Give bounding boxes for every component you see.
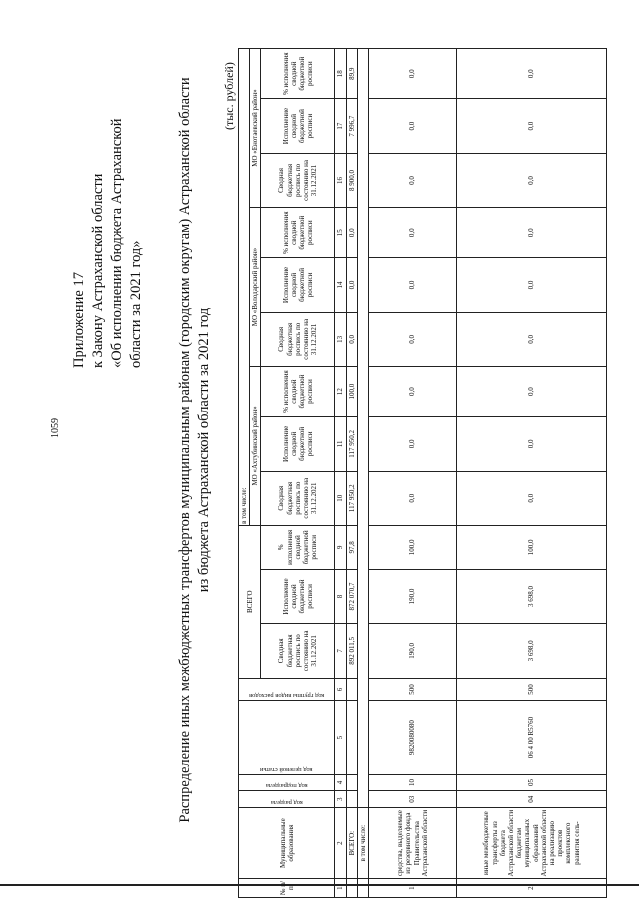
title-line-2: из бюджета Астраханской области за 2021 год (196, 307, 212, 593)
col-number: 10 (335, 471, 346, 525)
row-name: средства, выделяемые из резервного фонда Правительства Астраханской области (369, 808, 457, 879)
page-number: 1059 (50, 418, 61, 438)
row-cell: 0,0 (369, 258, 457, 312)
row-cell: 0,0 (369, 208, 457, 258)
header-mo1-pct: % исполнения сводной бюджетной росписи (261, 367, 335, 417)
total-cell: 0,0 (346, 208, 357, 258)
header-vid: код группы видов расходов (239, 678, 335, 701)
header-total-plan: Сводная бюджетная роспись по состоянию на 31.12.2021 (261, 624, 335, 678)
col-number: 14 (335, 258, 346, 312)
col-number: 12 (335, 367, 346, 417)
total-cell: 117 950,2 (346, 471, 357, 525)
row-vid: 500 (457, 678, 607, 701)
col-number: 11 (335, 417, 346, 471)
row-cell: 100,0 (457, 525, 607, 569)
row-cell: 0,0 (457, 367, 607, 417)
including-label: в том числе: (357, 808, 368, 879)
row-razdel: 04 (457, 791, 607, 808)
header-including: в том числе: (239, 49, 250, 526)
row-cell: 0,0 (369, 417, 457, 471)
row-num: 1 (369, 879, 457, 898)
header-total: ВСЕГО (239, 525, 261, 678)
header-target: код целевой статьи (239, 701, 335, 774)
table-row (369, 49, 457, 898)
appendix-line-3: «Об исполнении бюджета Астраханской (109, 118, 125, 368)
total-cell: 100,0 (346, 367, 357, 417)
header-total-exec: Исполнение сводной бюджетной росписи (261, 569, 335, 623)
total-cell: 892 011,5 (346, 624, 357, 678)
header-mo3-pct: % исполнения сводной бюджетной росписи (261, 49, 335, 99)
total-row (346, 49, 357, 898)
row-cell: 3 698,0 (457, 569, 607, 623)
row-cell: 0,0 (369, 153, 457, 207)
row-razdel: 03 (369, 791, 457, 808)
col-number: 3 (335, 791, 346, 808)
header-razdel: код раздела (239, 791, 335, 808)
table-row (457, 49, 607, 898)
row-podrazdel: 05 (457, 774, 607, 791)
row-cell: 0,0 (457, 99, 607, 153)
row-cell: 190,0 (369, 569, 457, 623)
header-mo-akhtubinsky: МО «Ахтубинский район» (250, 367, 261, 526)
col-number: 13 (335, 312, 346, 366)
including-row (357, 49, 368, 898)
row-podrazdel: 10 (369, 774, 457, 791)
header-total-pct: % исполнения сводной бюджетной росписи (261, 525, 335, 569)
row-target: 06 4 00 R5760 (457, 701, 607, 774)
row-cell: 0,0 (369, 312, 457, 366)
units-label: (тыс. рублей) (222, 62, 236, 130)
row-cell: 0,0 (369, 471, 457, 525)
row-vid: 500 (369, 678, 457, 701)
row-cell: 190,0 (369, 624, 457, 678)
header-mo2-plan: Сводная бюджетная роспись по состоянию на 31.12.2021 (261, 312, 335, 366)
col-number: 1 (335, 879, 346, 898)
header-mo2-exec: Исполнение сводной бюджетной росписи (261, 258, 335, 312)
row-cell: 3 698,0 (457, 624, 607, 678)
header-mo1-plan: Сводная бюджетная роспись по состоянию на 31.12.2021 (261, 471, 335, 525)
row-cell: 0,0 (457, 258, 607, 312)
row-target: 9820080080 (369, 701, 457, 774)
total-cell: 0,0 (346, 258, 357, 312)
appendix-block (70, 68, 146, 368)
total-cell: 0,0 (346, 312, 357, 366)
col-number: 17 (335, 99, 346, 153)
row-cell: 0,0 (369, 49, 457, 99)
row-cell: 0,0 (457, 208, 607, 258)
col-number: 9 (335, 525, 346, 569)
row-cell: 0,0 (457, 49, 607, 99)
col-number: 15 (335, 208, 346, 258)
row-name: иные межбюджетные трансферты из бюджета Астраханской области бюджетам муниципальных образований Астраханской области на реализацию проектов комплексного развития сель- (457, 808, 607, 879)
row-cell: 0,0 (457, 471, 607, 525)
row-cell: 0,0 (457, 153, 607, 207)
total-cell: 8 900,0 (346, 153, 357, 207)
header-mo3-plan: Сводная бюджетная роспись по состоянию на 31.12.2021 (261, 153, 335, 207)
col-number: 8 (335, 569, 346, 623)
title-line-1: Распределение иных межбюджетных трансфертов муниципальным районам (городским округам) Астраханской области (177, 77, 193, 823)
header-num: № п/п (239, 879, 335, 898)
transfers-table (238, 48, 607, 898)
col-number: 16 (335, 153, 346, 207)
col-number: 6 (335, 678, 346, 701)
document-title (176, 10, 214, 890)
total-cell: 117 950,2 (346, 417, 357, 471)
header-mo1-exec: Исполнение сводной бюджетной росписи (261, 417, 335, 471)
header-name: Муниципальные образования (239, 808, 335, 879)
col-number: 7 (335, 624, 346, 678)
appendix-line-1: Приложение 17 (71, 272, 87, 368)
row-cell: 0,0 (369, 367, 457, 417)
appendix-line-4: области за 2021 год» (128, 240, 144, 368)
row-cell: 0,0 (457, 417, 607, 471)
row-cell: 0,0 (457, 312, 607, 366)
total-cell: 97,8 (346, 525, 357, 569)
total-cell: 872 070,7 (346, 569, 357, 623)
col-number: 2 (335, 808, 346, 879)
column-number-row (335, 49, 346, 898)
header-mo-enotaevsky: МО «Енотаевский район» (250, 49, 261, 208)
row-cell: 0,0 (369, 99, 457, 153)
col-number: 4 (335, 774, 346, 791)
total-cell: 89,9 (346, 49, 357, 99)
header-mo-volodarsky: МО «Володарский район» (250, 208, 261, 367)
total-cell: 7 996,7 (346, 99, 357, 153)
header-mo2-pct: % исполнения сводной бюджетной росписи (261, 208, 335, 258)
header-podrazdel: код подраздела (239, 774, 335, 791)
appendix-line-2: к Закону Астраханской области (90, 173, 106, 368)
header-mo3-exec: Исполнение сводной бюджетной росписи (261, 99, 335, 153)
row-num: 2 (457, 879, 607, 898)
row-cell: 100,0 (369, 525, 457, 569)
col-number: 5 (335, 701, 346, 774)
total-label: ВСЕГО: (346, 808, 357, 879)
col-number: 18 (335, 49, 346, 99)
